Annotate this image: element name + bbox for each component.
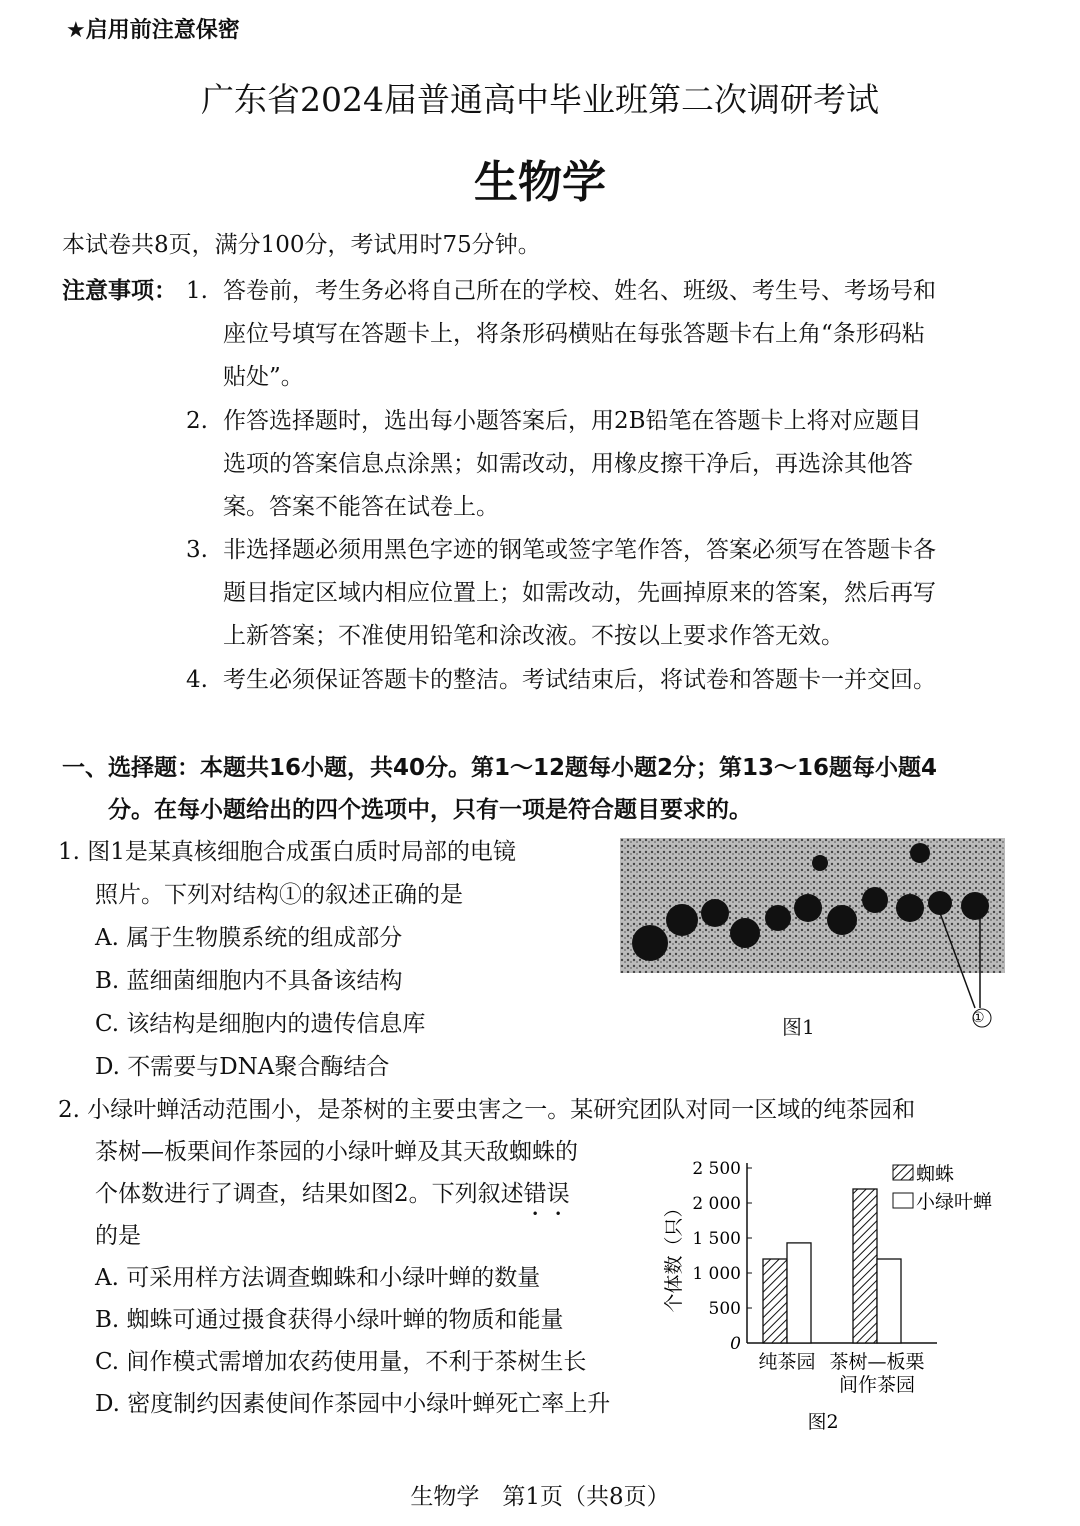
q2-stem-cont: 茶树—板栗间作茶园的小绿叶蝉及其天敌蜘蛛的 (95, 1139, 578, 1165)
bar-spider (853, 1189, 877, 1343)
y-tick-label: 2 500 (692, 1159, 741, 1179)
note-number: 3. (186, 537, 208, 563)
y-tick-label: 1 500 (692, 1229, 741, 1249)
y-tick-label: 1 000 (692, 1264, 741, 1284)
note-line: 座位号填写在答题卡上，将条形码横贴在每张答题卡右上角“条形码粘 (223, 321, 925, 347)
q1-option-b: B. 蓝细菌细胞内不具备该结构 (95, 968, 403, 994)
q2-stem-cont2 (95, 1179, 570, 1221)
q1-option-d: D. 不需要与DNA聚合酶结合 (95, 1054, 390, 1080)
note-line: 上新答案；不准使用铅笔和涂改液。不按以上要求作答无效。 (223, 623, 844, 649)
q2-option-d: D. 密度制约因素使间作茶园中小绿叶蝉死亡率上升 (95, 1391, 611, 1417)
q1-stem-cont: 照片。下列对结构①的叙述正确的是 (95, 882, 463, 908)
legend-swatch (893, 1165, 913, 1180)
y-tick-label: 2 000 (692, 1194, 741, 1214)
figure-1-caption: 图1 (782, 1015, 815, 1039)
figure-2-chart (650, 1150, 1030, 1440)
intro-text: 本试卷共8页，满分100分，考试用时75分钟。 (62, 232, 541, 258)
q1-option-c: C. 该结构是细胞内的遗传信息库 (95, 1011, 426, 1037)
note-number: 4. (186, 666, 208, 693)
note-line: 贴处”。 (223, 364, 304, 390)
legend-swatch (893, 1193, 913, 1208)
y-tick-label: 0 (730, 1334, 741, 1354)
bar-spider (763, 1259, 787, 1343)
page-footer: 生物学 第1页（共8页） (410, 1484, 670, 1510)
confidential-label: ★启用前注意保密 (66, 18, 240, 43)
subject-title: 生物学 (474, 157, 606, 208)
x-tick-label: 茶树—板栗 (829, 1351, 925, 1373)
chart-title: 图2 (807, 1411, 839, 1433)
y-axis-label: 个体数（只） (663, 1198, 685, 1313)
exam-title: 广东省2024届普通高中毕业班第二次调研考试 (201, 80, 879, 119)
q2-option-a: A. 可采用样方法调查蜘蛛和小绿叶蝉的数量 (95, 1265, 541, 1291)
q2-emphasis: 错误 (523, 1181, 570, 1207)
q2-stem: 2. 小绿叶蝉活动范围小，是茶树的主要虫害之一。某研究团队对同一区域的纯茶园和 (58, 1097, 916, 1123)
x-tick-label: 纯茶园 (758, 1351, 816, 1373)
q1-stem: 1. 图1是某真核细胞合成蛋白质时局部的电镜 (58, 839, 516, 865)
note-number: 2. (186, 407, 208, 434)
bar-leafhopper (787, 1243, 811, 1343)
section-header-cont: 分。在每小题给出的四个选项中，只有一项是符合题目要求的。 (108, 797, 752, 823)
note-number: 1. (186, 278, 208, 304)
q2-option-b: B. 蜘蛛可通过摄食获得小绿叶蝉的物质和能量 (95, 1307, 564, 1333)
note-line: 选项的答案信息点涂黑；如需改动，用橡皮擦干净后，再选涂其他答 (223, 450, 913, 477)
note-line: 答卷前，考生务必将自己所在的学校、姓名、班级、考生号、考场号和 (223, 278, 936, 304)
q2-stem-text: 个体数进行了调查，结果如图2。下列叙述 (95, 1181, 524, 1207)
section-header: 一、选择题：本题共16小题，共40分。第1～12题每小题2分；第13～16题每小题4 (62, 755, 938, 781)
note-line: 考生必须保证答题卡的整洁。考试结束后，将试卷和答题卡一并交回。 (223, 666, 936, 693)
note-line: 题目指定区域内相应位置上；如需改动，先画掉原来的答案，然后再写 (223, 580, 936, 606)
figure-1-marker-label: ① (972, 1010, 985, 1026)
q2-option-c: C. 间作模式需增加农药使用量，不利于茶树生长 (95, 1349, 587, 1375)
bar-leafhopper (877, 1259, 901, 1343)
q1-option-a: A. 属于生物膜系统的组成部分 (95, 925, 403, 951)
x-tick-label: 间作茶园 (838, 1374, 916, 1396)
legend-label: 蜘蛛 (916, 1163, 955, 1185)
note-line: 作答选择题时，选出每小题答案后，用2B铅笔在答题卡上将对应题目 (223, 407, 922, 434)
notes-label: 注意事项： (62, 278, 177, 304)
figure-1-micrograph (620, 838, 1010, 1033)
y-tick-label: 500 (708, 1299, 741, 1319)
legend-label: 小绿叶蝉 (916, 1191, 993, 1213)
note-line: 非选择题必须用黑色字迹的钢笔或签字笔作答，答案必须写在答题卡各 (223, 537, 936, 563)
note-line: 案。答案不能答在试卷上。 (223, 493, 499, 520)
q2-stem-end: 的是 (95, 1223, 141, 1249)
